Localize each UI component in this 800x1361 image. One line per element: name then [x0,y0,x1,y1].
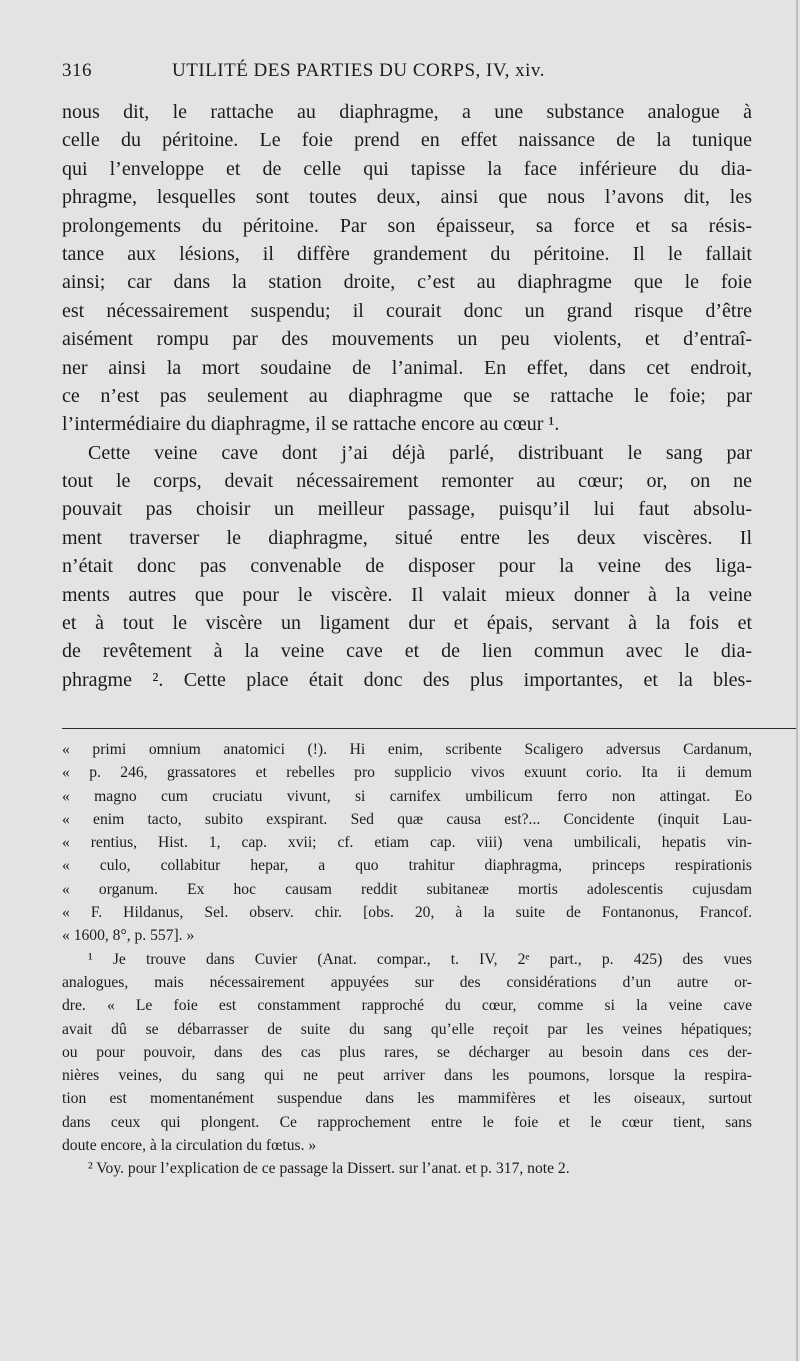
footnote-line: ¹ Je trouve dans Cuvier (Anat. compar., t. IV, 2ᵉ part., p. 425) des vues [88,950,752,968]
text-line: est nécessairement suspendu; il courait donc un grand risque d’être [62,299,752,322]
text-line: phragme ². Cette place était donc des plus importantes, et la bles- [62,668,752,691]
text-line: pouvait pas choisir un meilleur passage, puisqu’il lui faut absolu- [62,498,752,521]
footnote-line: « enim tacto, subito exspirant. Sed quæ causa est?... Concidente (inquit Lau- [62,810,752,828]
footnotes [62,738,752,1181]
footnote-line: « p. 246, grassatores et rebelles pro supplicio vivos exuunt corio. Ita ii demum [62,764,752,782]
running-title: UTILITÉ DES PARTIES DU CORPS, IV, xiv. [172,60,545,81]
text-line: ner ainsi la mort soudaine de l’animal. En effet, dans cet endroit, [62,356,752,379]
text-line: n’était donc pas convenable de disposer pour la veine des liga- [62,555,752,578]
footnote-line: dans ceux qui plongent. Ce rapprochement entre le foie et le cœur tient, sans [62,1113,752,1131]
text-line: celle du péritoine. Le foie prend en effet naissance de la tunique [62,129,752,152]
footnote-line: « organum. Ex hoc causam reddit subitaneæ mortis adolescentis cujusdam [62,880,752,898]
footnote-line: dre. « Le foie est constamment rapproché du cœur, comme si la veine cave [62,997,752,1015]
text-line: ce n’est pas seulement au diaphragme que se rattache le foie; par [62,384,752,407]
footnote-line: « magno cum cruciatu vivunt, si carnifex umbilicum ferro non attingat. Eo [62,787,752,805]
footnote-line: ² Voy. pour l’explication de ce passage la Dissert. sur l’anat. et p. 317, note 2. [88,1160,570,1178]
footnote-line: ou pour pouvoir, dans des cas plus rares, se décharger au besoin dans ces der- [62,1043,752,1061]
text-line: phragme, lesquelles sont toutes deux, ainsi que nous l’avons dit, les [62,186,752,209]
footnote-line: « F. Hildanus, Sel. observ. chir. [obs. 20, à la suite de Fontanonus, Francof. [62,904,752,922]
footnote-line: « culo, collabitur hepar, a quo trahitur diaphragma, princeps respirationis [62,857,752,875]
footnote-line: « rentius, Hist. 1, cap. xvii; cf. etiam cap. viii) vena umbilicali, hepatis vin- [62,834,752,852]
footnote-line: « 1600, 8°, p. 557]. » [62,927,195,945]
main-text [62,98,752,694]
text-line: ments autres que pour le viscère. Il valait mieux donner à la veine [62,583,752,606]
footnote-line: doute encore, à la circulation du fœtus. » [62,1137,317,1155]
text-line: tout le corps, devait nécessairement remonter au cœur; or, on ne [62,470,752,493]
text-line: prolongements du péritoine. Par son épaisseur, sa force et sa résis- [62,214,752,237]
page-number: 316 [62,60,92,81]
footnote-line: « primi omnium anatomici (!). Hi enim, scribente Scaligero adversus Cardanum, [62,741,752,758]
text-line: aisément rompu par des mouvements un peu violents, et d’entraî- [62,328,752,351]
text-line: de revêtement à la veine cave et de lien commun avec le dia- [62,640,752,663]
text-line: et à tout le viscère un ligament dur et épais, servant à la fois et [62,612,752,635]
text-line: l’intermédiaire du diaphragme, il se rattache encore au cœur ¹. [62,413,560,436]
text-line: ainsi; car dans la station droite, c’est au diaphragme que le foie [62,271,752,294]
text-line: qui l’enveloppe et de celle qui tapisse la face inférieure du dia- [62,157,752,180]
text-line: tance aux lésions, il diffère grandement du péritoine. Il le fallait [62,242,752,265]
footnote-line: avait dû se débarrasser de suite du sang qu’elle reçoit par les veines hépatiques; [62,1020,752,1038]
footnote-divider [62,728,797,729]
running-header [62,60,662,90]
footnote-line: tion est momentanément suspendue dans les mammifères et les oiseaux, surtout [62,1090,752,1108]
footnote-line: analogues, mais nécessairement appuyées sur des considérations d’un autre or- [62,973,752,991]
footnote-line: nières veines, du sang qui ne peut arriver dans les poumons, lorsque la respira- [62,1067,752,1085]
text-line: ment traverser le diaphragme, situé entre les deux viscères. Il [62,526,752,549]
text-line: Cette veine cave dont j’ai déjà parlé, distribuant le sang par [88,441,752,464]
text-line: nous dit, le rattache au diaphragme, a une substance analogue à [62,101,752,123]
page-edge [796,0,798,1361]
